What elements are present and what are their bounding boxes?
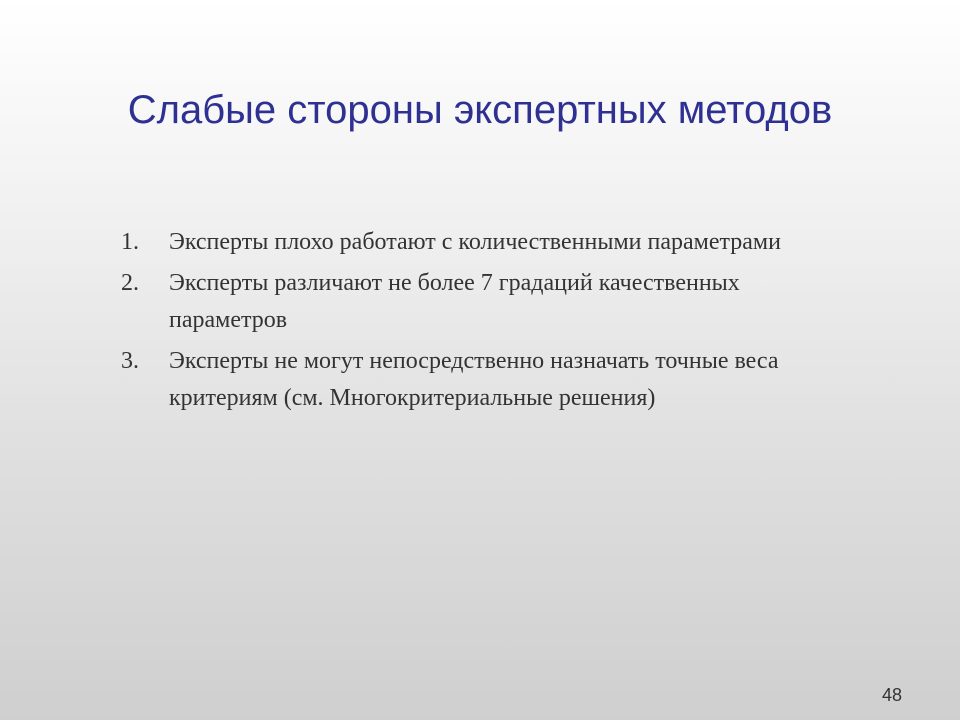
- list-item-text: Эксперты плохо работают с количественными параметрами: [169, 229, 781, 255]
- list-item-text: Эксперты различают не более 7 градаций качественных параметров: [169, 270, 740, 333]
- slide-title: Слабые стороны экспертных методов: [127, 88, 833, 132]
- bullet-list: [121, 224, 841, 421]
- list-item-number: 3.: [121, 348, 139, 374]
- list-item-text: Эксперты не могут непосредственно назначать точные веса критериям (см. Многокритериальные решения): [169, 348, 779, 411]
- list-item: [121, 224, 841, 261]
- list-item: [121, 343, 841, 417]
- list-item-number: 1.: [121, 229, 139, 255]
- list-item-number: 2.: [121, 270, 139, 296]
- list-item: [121, 265, 841, 339]
- page-number: 48: [881, 685, 902, 705]
